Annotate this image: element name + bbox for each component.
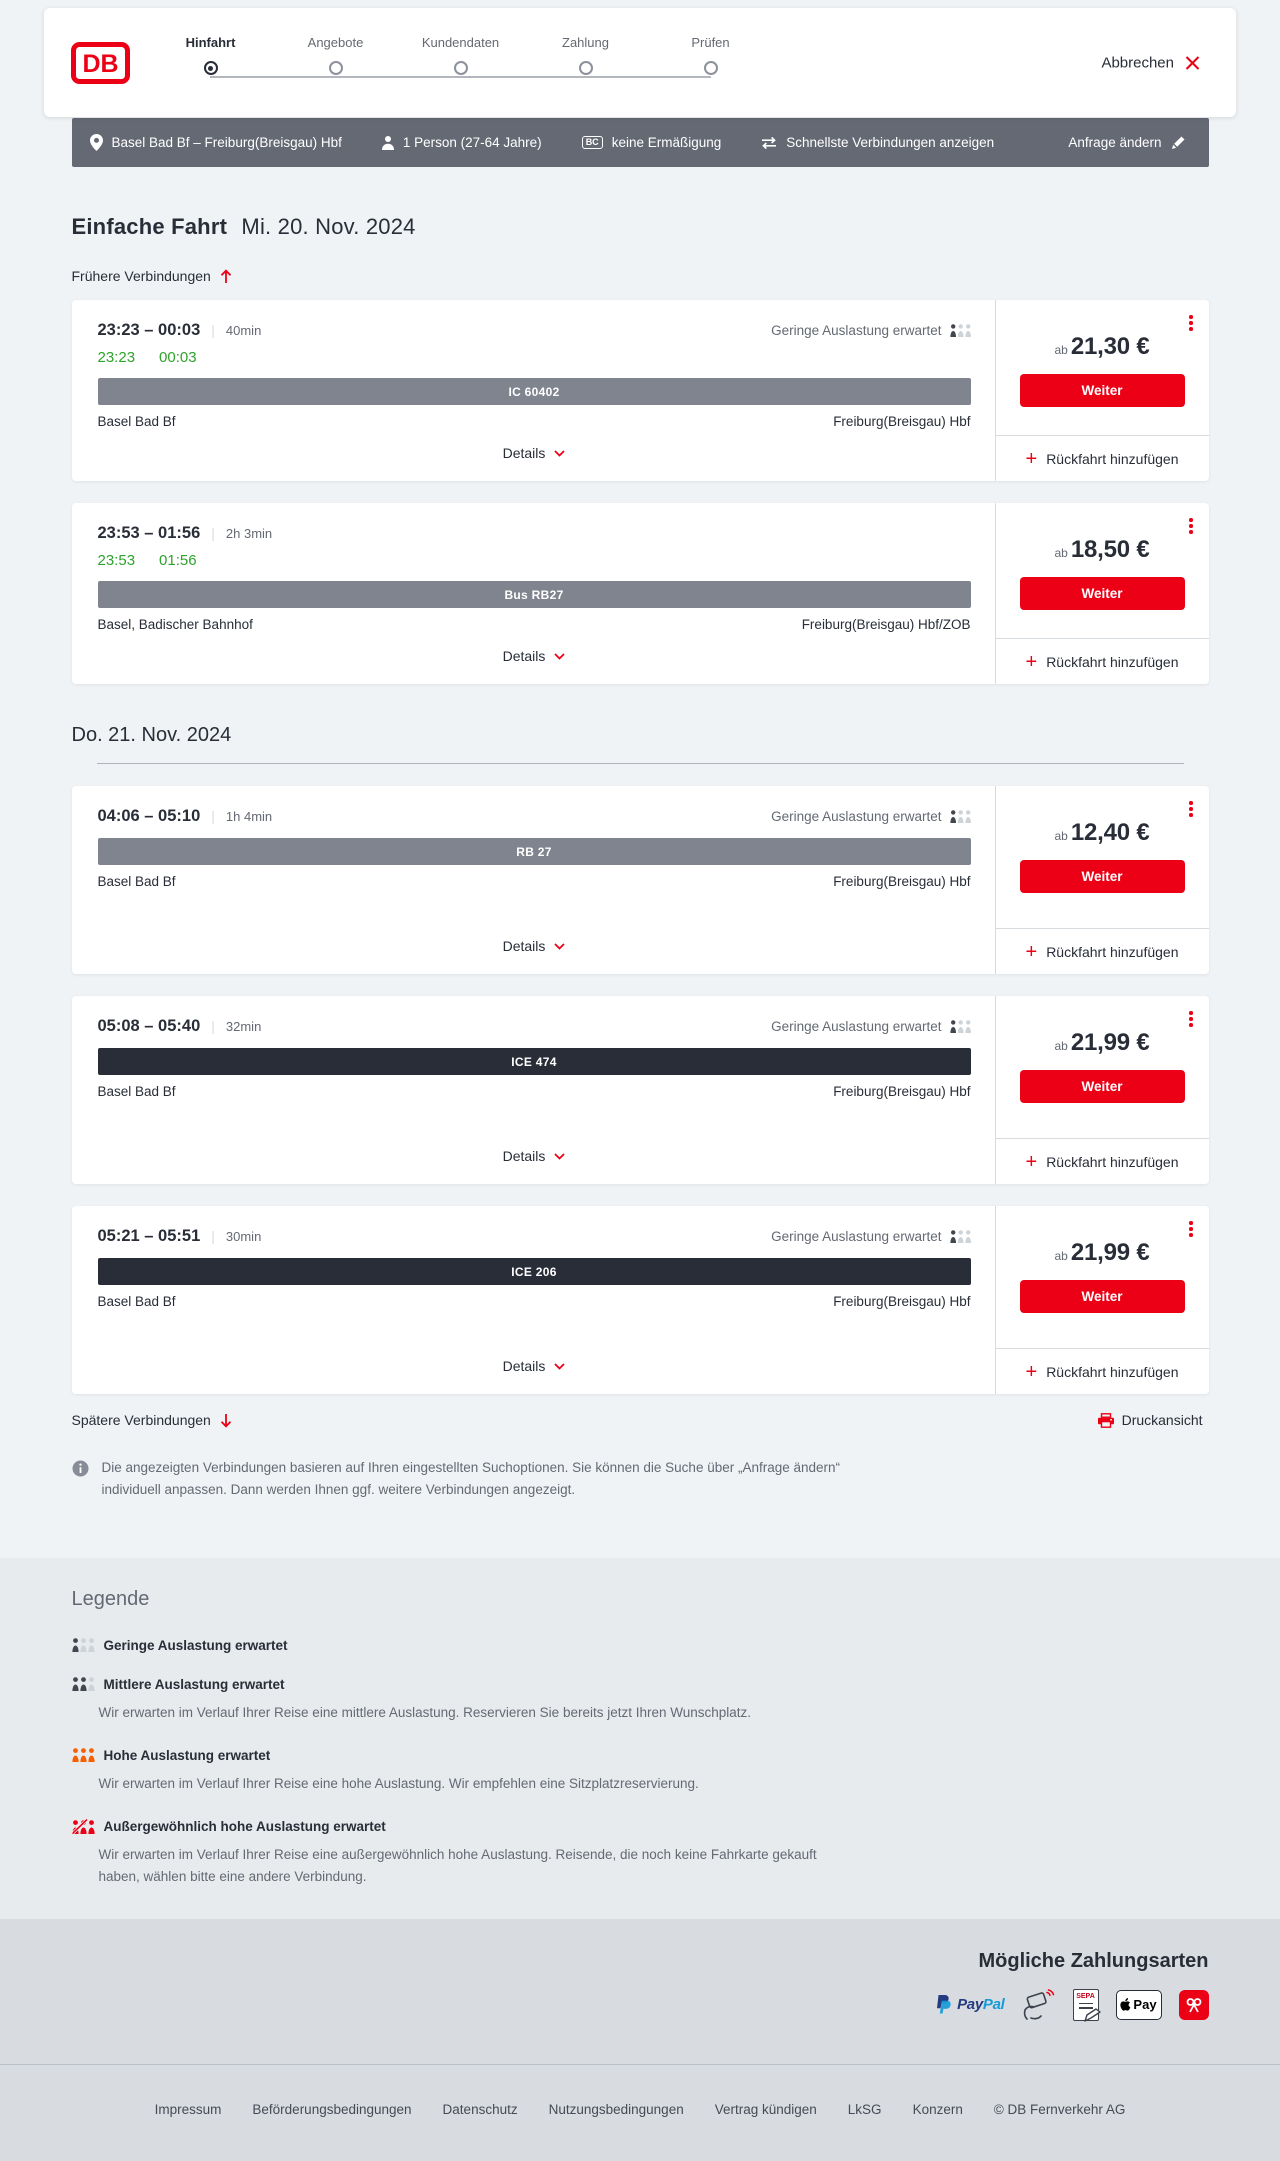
step-circle-icon bbox=[454, 61, 468, 75]
printer-icon bbox=[1098, 1413, 1114, 1428]
train-segment-bar bbox=[98, 581, 971, 608]
time-range: 23:23 – 00:03 bbox=[97, 321, 201, 339]
more-options-button[interactable] bbox=[1185, 311, 1197, 335]
legend-item-description: Wir erwarten im Verlauf Ihrer Reise eine außergewöhnlich hohe Auslastung. Reisende, die noch keine Fahrkarte gekauft haben, wählen bitte eine andere Verbindung. bbox=[98, 1847, 817, 1885]
duration: 1h 4min bbox=[225, 809, 273, 824]
details-label: Details bbox=[502, 938, 546, 954]
separator: | bbox=[211, 322, 215, 338]
more-options-button[interactable] bbox=[1185, 1217, 1197, 1241]
step-circle-icon bbox=[704, 61, 718, 75]
apple-icon bbox=[1120, 1998, 1131, 2011]
chevron-down-icon bbox=[554, 1363, 565, 1370]
time-range: 05:21 – 05:51 bbox=[97, 1227, 201, 1245]
legend-item-label: Mittlere Auslastung erwartet bbox=[103, 1676, 285, 1692]
occupancy-medium-icon bbox=[72, 1677, 95, 1691]
departure-station: Basel, Badischer Bahnhof bbox=[97, 617, 253, 632]
plus-icon: + bbox=[1025, 940, 1038, 963]
swap-arrows-icon bbox=[761, 137, 777, 149]
arrival-station: Freiburg(Breisgau) Hbf bbox=[833, 1084, 971, 1099]
connection-card bbox=[72, 1206, 1209, 1394]
route-text: Basel Bad Bf – Freiburg(Breisgau) Hbf bbox=[111, 135, 342, 150]
step-label: Kundendaten bbox=[421, 35, 500, 50]
details-label: Details bbox=[502, 1358, 546, 1374]
booking-panel bbox=[995, 503, 1209, 684]
details-label: Details bbox=[502, 445, 546, 461]
details-button[interactable] bbox=[493, 1352, 576, 1380]
search-summary-bar bbox=[72, 118, 1209, 167]
paypal-mark-icon bbox=[935, 1994, 953, 2015]
booking-panel bbox=[995, 1206, 1209, 1394]
connection-details-area bbox=[72, 300, 995, 481]
occupancy-low-icon bbox=[72, 1638, 95, 1652]
separator: | bbox=[211, 525, 215, 541]
stepper-line bbox=[210, 76, 711, 78]
info-icon bbox=[72, 1460, 89, 1477]
legend-item-description: Wir erwarten im Verlauf Ihrer Reise eine hohe Auslastung. Wir empfehlen eine Sitzplatzreservierung. bbox=[98, 1775, 699, 1791]
earlier-connections-button[interactable] bbox=[72, 268, 232, 284]
info-note bbox=[72, 1457, 1209, 1502]
legend-item bbox=[72, 1748, 1209, 1795]
location-pin-icon bbox=[90, 134, 103, 151]
train-label: ICE 206 bbox=[511, 1264, 557, 1279]
booking-panel bbox=[995, 300, 1209, 481]
occupancy-label: Geringe Auslastung erwartet bbox=[771, 323, 942, 338]
add-return-button[interactable] bbox=[996, 1349, 1209, 1394]
arrival-station: Freiburg(Breisgau) Hbf/ZOB bbox=[801, 617, 971, 632]
price-amount: 12,40 € bbox=[1070, 819, 1150, 846]
add-return-button[interactable] bbox=[996, 929, 1209, 974]
train-segment-bar bbox=[98, 378, 971, 405]
step-kundendaten bbox=[398, 35, 523, 75]
details-button[interactable] bbox=[493, 1142, 576, 1170]
plus-icon: + bbox=[1025, 1150, 1038, 1173]
discount-summary bbox=[582, 135, 722, 150]
step-zahlung bbox=[523, 35, 648, 75]
db-logo-icon bbox=[71, 42, 130, 84]
price bbox=[996, 333, 1209, 361]
occupancy-high-icon bbox=[72, 1748, 95, 1762]
price-amount: 18,50 € bbox=[1070, 536, 1150, 563]
legend-item bbox=[72, 1638, 1209, 1653]
occupancy-label: Geringe Auslastung erwartet bbox=[771, 809, 942, 824]
later-connections-button[interactable] bbox=[72, 1412, 232, 1428]
step-label: Prüfen bbox=[691, 35, 730, 50]
occupancy-indicator bbox=[771, 1019, 970, 1034]
svg-text:DB: DB bbox=[82, 50, 119, 78]
payment-title: Mögliche Zahlungsarten bbox=[978, 1949, 1209, 1972]
chevron-down-icon bbox=[554, 943, 565, 950]
duration: 40min bbox=[225, 323, 262, 338]
time-range: 05:08 – 05:40 bbox=[97, 1017, 201, 1035]
connection-card bbox=[72, 503, 1209, 684]
legend-item-label: Außergewöhnlich hohe Auslastung erwartet bbox=[103, 1819, 386, 1835]
chevron-down-icon bbox=[554, 1153, 565, 1160]
duration: 30min bbox=[225, 1229, 262, 1244]
details-button[interactable] bbox=[493, 932, 576, 960]
travel-date-day2: Do. 21. Nov. 2024 bbox=[71, 724, 232, 746]
add-return-button[interactable] bbox=[996, 639, 1209, 684]
details-label: Details bbox=[502, 648, 546, 664]
day-divider bbox=[97, 763, 1184, 764]
arrival-station: Freiburg(Breisgau) Hbf bbox=[833, 1294, 971, 1309]
footer-link-datenschutz[interactable]: Datenschutz bbox=[442, 2101, 518, 2117]
price bbox=[996, 536, 1209, 564]
connection-details-area bbox=[72, 786, 995, 974]
travelers-text: 1 Person (27-64 Jahre) bbox=[402, 135, 542, 150]
price-prefix: ab bbox=[1054, 546, 1068, 560]
occupancy-label: Geringe Auslastung erwartet bbox=[771, 1019, 942, 1034]
step-circle-active-icon bbox=[204, 61, 218, 75]
pencil-icon bbox=[1172, 136, 1185, 149]
chevron-down-icon bbox=[554, 450, 565, 457]
step-circle-icon bbox=[579, 61, 593, 75]
occupancy-indicator bbox=[771, 323, 970, 338]
chevron-down-icon bbox=[554, 653, 565, 660]
separator: | bbox=[211, 808, 215, 824]
add-return-label: Rückfahrt hinzufügen bbox=[1046, 450, 1179, 467]
print-view-button[interactable] bbox=[1092, 1411, 1209, 1429]
separator: | bbox=[211, 1018, 215, 1034]
later-connections-label: Spätere Verbindungen bbox=[71, 1412, 211, 1428]
legend-item bbox=[72, 1677, 1209, 1724]
step-angebote bbox=[273, 35, 398, 75]
plus-icon: + bbox=[1025, 447, 1038, 470]
close-icon bbox=[1185, 55, 1200, 70]
header bbox=[44, 8, 1236, 117]
departure-station: Basel Bad Bf bbox=[97, 414, 176, 429]
booking-panel bbox=[995, 996, 1209, 1184]
duration: 32min bbox=[225, 1019, 262, 1034]
legend-section bbox=[0, 1558, 1280, 1919]
cancel-button[interactable] bbox=[1095, 53, 1206, 72]
realtime-departure: 23:53 bbox=[97, 552, 136, 569]
plus-icon: + bbox=[1025, 650, 1038, 673]
legend-item-description: Wir erwarten im Verlauf Ihrer Reise eine mittlere Auslastung. Reservieren Sie bereits jetzt Ihren Wunschplatz. bbox=[98, 1704, 752, 1720]
gift-voucher-icon bbox=[1179, 1990, 1209, 2020]
more-options-button[interactable] bbox=[1185, 797, 1197, 821]
occupancy-low-icon bbox=[950, 810, 971, 823]
occupancy-low-icon bbox=[950, 324, 971, 337]
discount-text: keine Ermäßigung bbox=[611, 135, 722, 150]
continue-button[interactable]: Weiter bbox=[1020, 1070, 1185, 1103]
filter-text: Schnellste Verbindungen anzeigen bbox=[786, 135, 995, 150]
price bbox=[996, 1029, 1209, 1057]
price-prefix: ab bbox=[1054, 1039, 1068, 1053]
step-label: Zahlung bbox=[562, 35, 609, 50]
page-title bbox=[72, 214, 1209, 240]
connection-details-area bbox=[72, 996, 995, 1184]
realtime-arrival: 01:56 bbox=[159, 552, 197, 569]
occupancy-low-icon bbox=[950, 1020, 971, 1033]
time-range: 23:53 – 01:56 bbox=[97, 524, 201, 542]
trip-type: Einfache Fahrt bbox=[71, 214, 228, 239]
pencil-icon bbox=[1082, 2008, 1104, 2022]
footer-link-lksg[interactable]: LkSG bbox=[847, 2101, 882, 2117]
step-hinfahrt bbox=[148, 35, 273, 75]
add-return-label: Rückfahrt hinzufügen bbox=[1046, 653, 1179, 670]
copyright: © DB Fernverkehr AG bbox=[993, 2101, 1126, 2117]
results-main bbox=[72, 214, 1209, 1502]
footer-link-konzern[interactable]: Konzern bbox=[912, 2101, 963, 2117]
occupancy-indicator bbox=[771, 1229, 970, 1244]
continue-button[interactable]: Weiter bbox=[1020, 374, 1185, 407]
occupancy-low-icon bbox=[950, 1230, 971, 1243]
footer-link-vertrag-kuendigen[interactable]: Vertrag kündigen bbox=[714, 2101, 817, 2117]
travel-date-day1: Mi. 20. Nov. 2024 bbox=[241, 214, 416, 239]
payment-icons bbox=[72, 1989, 1209, 2021]
continue-button[interactable]: Weiter bbox=[1020, 860, 1185, 893]
realtime-departure: 23:23 bbox=[97, 349, 136, 366]
more-options-button[interactable] bbox=[1185, 514, 1197, 538]
price-amount: 21,99 € bbox=[1070, 1239, 1150, 1266]
legend-item bbox=[72, 1819, 1209, 1889]
price-prefix: ab bbox=[1054, 829, 1068, 843]
legend-item-label: Geringe Auslastung erwartet bbox=[103, 1637, 288, 1653]
sepa-direct-debit-icon: SEPA bbox=[1073, 1989, 1099, 2021]
legend-item-label: Hohe Auslastung erwartet bbox=[103, 1747, 271, 1763]
step-pruefen bbox=[648, 35, 773, 75]
legend-title: Legende bbox=[71, 1587, 150, 1610]
payment-section bbox=[0, 1919, 1280, 2064]
credit-card-icon bbox=[1022, 1989, 1056, 2020]
plus-icon: + bbox=[1025, 1360, 1038, 1383]
more-options-button[interactable] bbox=[1185, 1007, 1197, 1031]
ribbon-bow-icon bbox=[1185, 1996, 1203, 2014]
price bbox=[996, 819, 1209, 847]
price-prefix: ab bbox=[1054, 343, 1068, 357]
connection-details-area bbox=[72, 503, 995, 684]
realtime-row bbox=[98, 349, 971, 366]
continue-button[interactable]: Weiter bbox=[1020, 1280, 1185, 1313]
add-return-label: Rückfahrt hinzufügen bbox=[1046, 1153, 1179, 1170]
arrow-up-icon bbox=[220, 269, 232, 284]
booking-panel bbox=[995, 786, 1209, 974]
footer-links bbox=[0, 2102, 1280, 2117]
train-label: ICE 474 bbox=[511, 1054, 557, 1069]
train-label: Bus RB27 bbox=[504, 587, 564, 602]
filter-summary bbox=[761, 135, 994, 150]
connection-details-area bbox=[72, 1206, 995, 1394]
route-summary bbox=[90, 134, 342, 151]
apple-pay-icon: Pay bbox=[1116, 1990, 1162, 2020]
continue-button[interactable]: Weiter bbox=[1020, 577, 1185, 610]
occupancy-label: Geringe Auslastung erwartet bbox=[771, 1229, 942, 1244]
step-label: Hinfahrt bbox=[185, 35, 236, 50]
connection-card bbox=[72, 786, 1209, 974]
price bbox=[996, 1239, 1209, 1267]
departure-station: Basel Bad Bf bbox=[97, 1294, 176, 1309]
arrow-down-icon bbox=[220, 1413, 232, 1428]
separator: | bbox=[211, 1228, 215, 1244]
details-button[interactable] bbox=[493, 642, 576, 670]
details-label: Details bbox=[502, 1148, 546, 1164]
price-amount: 21,99 € bbox=[1070, 1029, 1150, 1056]
cancel-label: Abbrechen bbox=[1101, 54, 1174, 71]
add-return-label: Rückfahrt hinzufügen bbox=[1046, 1363, 1179, 1380]
train-segment-bar bbox=[98, 1048, 971, 1075]
connection-card bbox=[72, 996, 1209, 1184]
occupancy-very-high-icon bbox=[72, 1819, 95, 1834]
realtime-row bbox=[98, 552, 971, 569]
db-logo[interactable] bbox=[71, 42, 130, 84]
connection-card bbox=[72, 300, 1209, 481]
arrival-station: Freiburg(Breisgau) Hbf bbox=[833, 874, 971, 889]
info-text: Die angezeigten Verbindungen basieren auf Ihren eingestellten Suchoptionen. Sie können die Suche über „Anfrage ändern“ individuell anpassen. Dann werden Ihnen ggf. weitere Verbindungen angezeigt. bbox=[101, 1460, 841, 1498]
details-button[interactable] bbox=[493, 439, 576, 467]
footer-link-befoerderungsbedingungen[interactable]: Beförderungsbedingungen bbox=[252, 2101, 412, 2117]
train-segment-bar bbox=[98, 1258, 971, 1285]
progress-stepper bbox=[148, 35, 773, 75]
departure-station: Basel Bad Bf bbox=[97, 1084, 176, 1099]
bahncard-icon: BC bbox=[582, 136, 603, 150]
footer-link-impressum[interactable]: Impressum bbox=[154, 2101, 222, 2117]
edit-request-button[interactable] bbox=[1062, 134, 1190, 151]
duration: 2h 3min bbox=[225, 526, 273, 541]
step-circle-icon bbox=[329, 61, 343, 75]
realtime-arrival: 00:03 bbox=[159, 349, 197, 366]
earlier-connections-label: Frühere Verbindungen bbox=[71, 268, 211, 284]
time-range: 04:06 – 05:10 bbox=[97, 807, 201, 825]
occupancy-indicator bbox=[771, 809, 970, 824]
paypal-icon: PayPal bbox=[935, 1994, 1004, 2015]
price-amount: 21,30 € bbox=[1070, 333, 1150, 360]
price-prefix: ab bbox=[1054, 1249, 1068, 1263]
print-view-label: Druckansicht bbox=[1121, 1412, 1203, 1428]
edit-request-label: Anfrage ändern bbox=[1068, 135, 1162, 150]
add-return-button[interactable] bbox=[996, 1139, 1209, 1184]
footer bbox=[0, 2064, 1280, 2161]
train-label: IC 60402 bbox=[508, 384, 560, 399]
travelers-summary bbox=[382, 135, 542, 150]
footer-link-nutzungsbedingungen[interactable]: Nutzungsbedingungen bbox=[548, 2101, 684, 2117]
train-segment-bar bbox=[98, 838, 971, 865]
arrival-station: Freiburg(Breisgau) Hbf bbox=[833, 414, 971, 429]
step-label: Angebote bbox=[307, 35, 364, 50]
add-return-label: Rückfahrt hinzufügen bbox=[1046, 943, 1179, 960]
train-label: RB 27 bbox=[516, 844, 552, 859]
departure-station: Basel Bad Bf bbox=[97, 874, 176, 889]
person-icon bbox=[382, 136, 394, 150]
add-return-button[interactable] bbox=[996, 436, 1209, 481]
